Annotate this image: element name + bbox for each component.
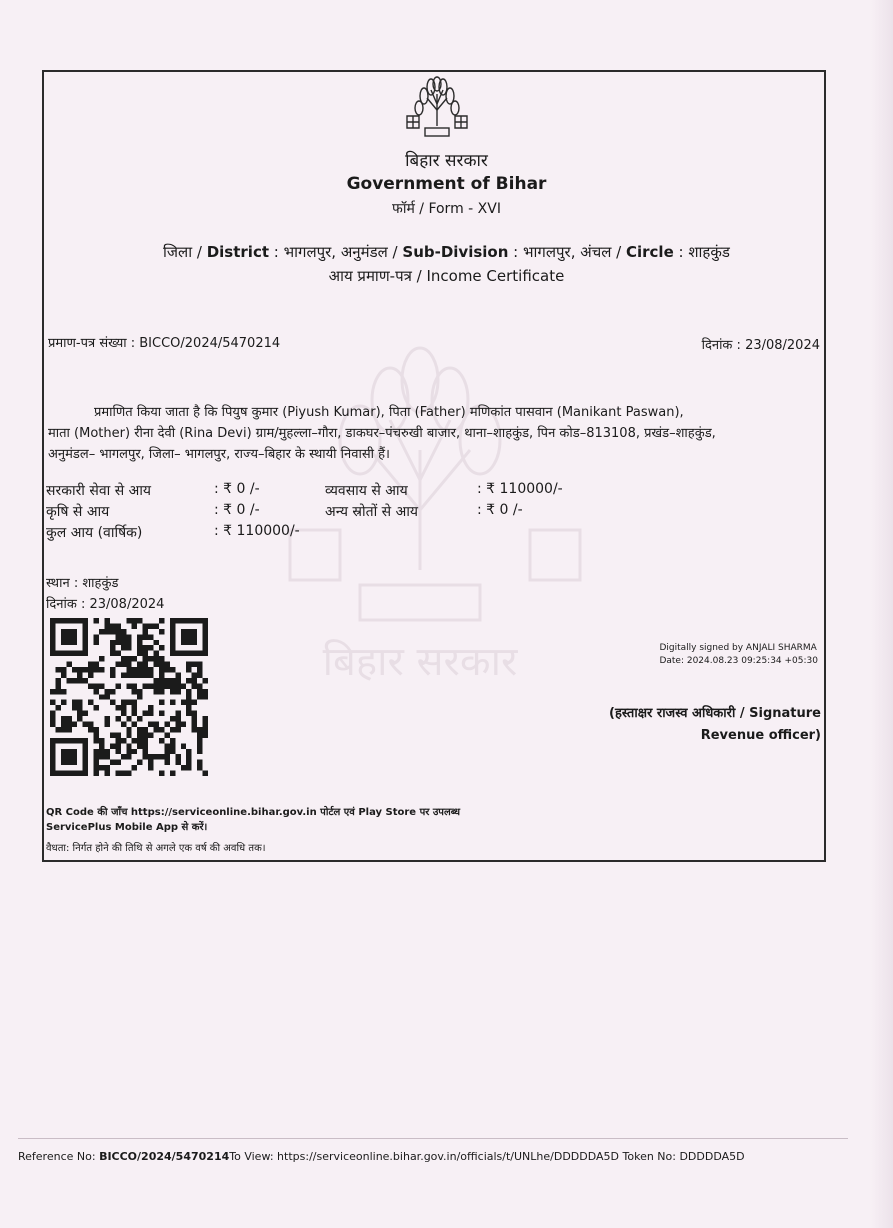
- agriculture-income-value: : ₹ 0 /-: [214, 502, 260, 518]
- total-income-value: : ₹ 110000/-: [214, 523, 300, 539]
- gov-hindi-title: बिहार सरकार: [405, 151, 488, 171]
- certificate-date: दिनांक : 23/08/2024: [701, 338, 820, 353]
- district-line: जिला / District : भागलपुर, अनुमंडल / Sub-Division : भागलपुर, अंचल / Circle : शाहकुंड: [163, 243, 730, 261]
- business-income-label: व्यवसाय से आय: [325, 483, 408, 499]
- form-number: फॉर्म / Form - XVI: [392, 201, 501, 217]
- digital-signature: Digitally signed by ANJALI SHARMA Date: 2024.08.23 09:25:34 +05:30: [659, 643, 818, 666]
- reference-line: Reference No: BICCO/2024/5470214To View: https://serviceonline.bihar.gov.in/officials/t/UNLhe/DDDDDA5D Token No: DDDDDA5D: [18, 1150, 745, 1163]
- other-income-value: : ₹ 0 /-: [477, 502, 523, 518]
- qr-code-icon[interactable]: [50, 618, 208, 776]
- footer-divider: [18, 1138, 848, 1139]
- govt-service-income-value: : ₹ 0 /-: [214, 481, 260, 497]
- agriculture-income-label: कृषि से आय: [46, 504, 110, 520]
- issue-date: दिनांक : 23/08/2024: [46, 597, 165, 612]
- certificate-body: प्रमाणित किया जाता है कि पियुष कुमार (Piyush Kumar), पिता (Father) मणिकांत पासवान (Manikant Paswan), माता (Mother) रीना देवी (Rina Devi) ग्राम/मुहल्ला–गौरा, डाकघर–पंचरुखी बाजार, थाना–शाहकुंड, पिन कोड–813108, प्रखंड–शाहकुंड, अनुमंडल– भागलपुर, जिला– भागलपुर, राज्य–बिहार के स्थायी निवासी हैं।: [48, 405, 716, 462]
- certificate-title: आय प्रमाण-पत्र / Income Certificate: [328, 267, 565, 285]
- gov-english-title: Government of Bihar: [346, 174, 547, 194]
- signatory: (हस्ताक्षर राजस्व अधिकारी / Signature Revenue officer): [609, 706, 821, 743]
- svg-text:बिहार सरकार: बिहार सरकार: [322, 639, 518, 685]
- bihar-emblem-icon: [403, 76, 471, 142]
- total-income-label: कुल आय (वार्षिक): [46, 525, 143, 541]
- place: स्थान : शाहकुंड: [46, 576, 119, 591]
- qr-verification-note: QR Code की जाँच https://serviceonline.bihar.gov.in पोर्टल एवं Play Store पर उपलब्ध ServicePlus Mobile App से करें।: [46, 807, 461, 833]
- validity-note: वैधता: निर्गत होने की तिथि से अगले एक वर्ष की अवधि तक।: [46, 843, 266, 854]
- other-income-label: अन्य स्रोतों से आय: [325, 504, 419, 520]
- govt-service-income-label: सरकारी सेवा से आय: [46, 483, 152, 499]
- certificate-number: प्रमाण-पत्र संख्या : BICCO/2024/5470214: [48, 336, 281, 351]
- business-income-value: : ₹ 110000/-: [477, 481, 563, 497]
